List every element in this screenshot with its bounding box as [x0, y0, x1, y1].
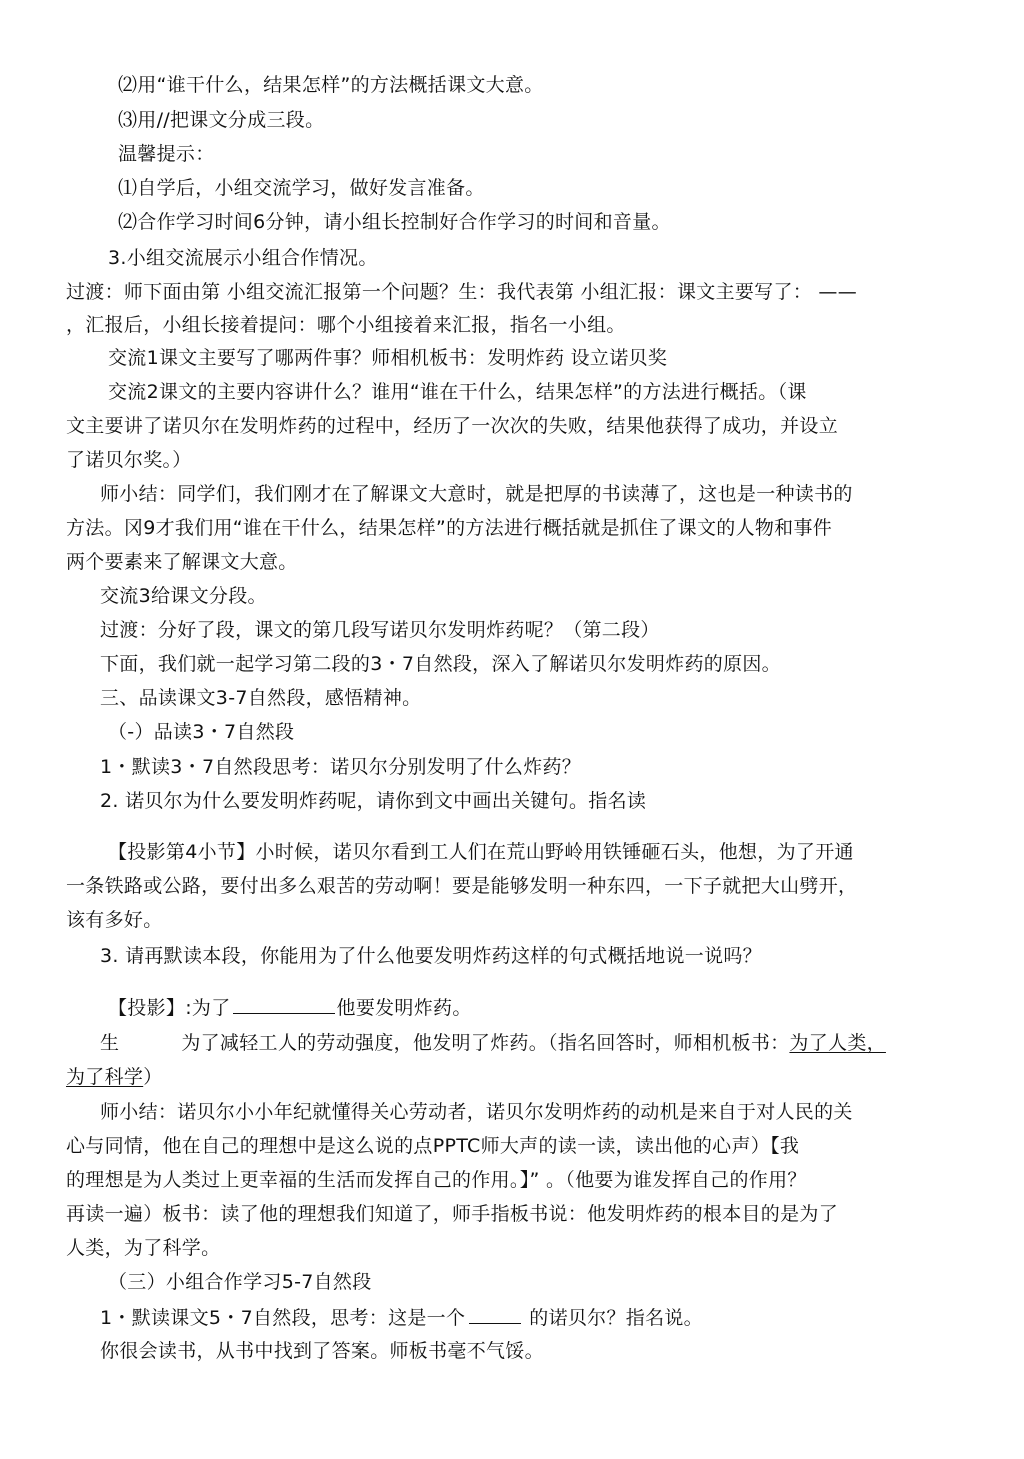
speaker-label: 生	[100, 1032, 120, 1054]
text-line: 交流1课文主要写了哪两件事？师相机板书：发明炸药 设立诺贝奖	[108, 347, 668, 369]
subsection-heading: （-）品读3・7自然段	[108, 721, 295, 743]
text-line: 人类，为了科学。	[66, 1237, 221, 1259]
text-line: 交流2课文的主要内容讲什么？谁用“谁在干什么，结果怎样”的方法进行概括。（课	[108, 381, 807, 403]
question-suffix: 的诺贝尔？指名说。	[529, 1307, 703, 1329]
projection-suffix: 他要发明炸药。	[336, 997, 472, 1019]
text-line: ⑵用“谁干什么，结果怎样”的方法概括课文大意。	[118, 74, 544, 96]
question-prefix: 1・默读课文5・7自然段，思考：这是一个	[100, 1307, 466, 1329]
text-line: 交流3给课文分段。	[100, 585, 267, 607]
fill-in-blank	[233, 995, 335, 1014]
text-line: 【投影第4小节】小时候，诺贝尔看到工人们在荒山野岭用铁锤砸石头，他想，为了开通	[108, 841, 854, 863]
text-line: 该有多好。	[66, 909, 163, 931]
text-line: 一条铁路或公路，要付出多么艰苦的劳动啊！要是能够发明一种东四，一下子就把大山劈开，	[66, 875, 858, 897]
student-line	[100, 1031, 886, 1055]
blackboard-note: 为了科学	[66, 1066, 144, 1088]
text-line: 3.小组交流展示小组合作情况。	[108, 247, 378, 269]
projection-prefix: 【投影】:为了	[108, 997, 231, 1019]
text-line: ，汇报后，小组长接着提问：哪个小组接着来汇报，指名一小组。	[66, 314, 626, 336]
text-line: 师小结：同学们，我们刚才在了解课文大意时，就是把厚的书读薄了，这也是一种读书的	[100, 483, 853, 505]
text-line: 了诺贝尔奖。）	[66, 449, 192, 471]
text-line: ⑴自学后，小组交流学习，做好发言准备。	[118, 177, 485, 199]
text-line: ⑵合作学习时间6分钟，请小组长控制好合作学习的时间和音量。	[118, 211, 671, 233]
text-line: 两个要素来了解课文大意。	[66, 551, 298, 573]
text-line: 再读一遍）板书：读了他的理想我们知道了，师手指板书说：他发明炸药的根本目的是为了	[66, 1203, 839, 1225]
text-line: 心与同情，他在自己的理想中是这么说的点PPTC师大声的读一读，读出他的心声）【我	[66, 1135, 800, 1157]
text-line: 温馨提示：	[118, 143, 215, 165]
text-line	[66, 1065, 163, 1089]
text-line: 过渡：分好了段，课文的第几段写诺贝尔发明炸药呢？（第二段）	[100, 619, 660, 641]
blackboard-note: 为了人类，	[789, 1032, 886, 1054]
question-line	[100, 1305, 703, 1330]
text-line: 过渡：师下面由第 小组交流汇报第一个问题？生：我代表第 小组汇报：课文主要写了： ——	[66, 281, 858, 303]
subsection-heading: （三）小组合作学习5-7自然段	[108, 1271, 372, 1293]
fill-in-blank	[469, 1305, 521, 1324]
text-line: 1・默读3・7自然段思考：诺贝尔分别发明了什么炸药？	[100, 756, 582, 778]
section-heading: 三、品读课文3-7自然段，感悟精神。	[100, 687, 422, 709]
student-answer: 为了减轻工人的劳动强度，他发明了炸药。（指名回答时，师相机板书：	[181, 1032, 790, 1054]
closing-paren: ）	[143, 1066, 163, 1088]
text-line: 2. 诺贝尔为什么要发明炸药呢，请你到文中画出关键句。指名读	[100, 790, 647, 812]
text-line: 的理想是为人类过上更幸福的生活而发挥自己的作用。】” 。（他要为谁发挥自己的作用？	[66, 1169, 807, 1191]
text-line: 3. 请再默读本段，你能用为了什么他要发明炸药这样的句式概括地说一说吗？	[100, 945, 762, 967]
text-line: 方法。冈9才我们用“谁在干什么，结果怎样”的方法进行概括就是抓住了课文的人物和事件	[66, 517, 833, 539]
projection-line	[108, 995, 472, 1020]
text-line: ⑶用//把课文分成三段。	[118, 109, 325, 131]
text-line: 师小结：诺贝尔小小年纪就懂得关心劳动者，诺贝尔发明炸药的动机是来自于对人民的关	[100, 1101, 853, 1123]
text-line: 文主要讲了诺贝尔在发明炸药的过程中，经历了一次次的失败，结果他获得了成功，并设立	[66, 415, 839, 437]
text-line: 你很会读书，从书中找到了答案。师板书毫不气馁。	[100, 1340, 544, 1362]
text-line: 下面，我们就一起学习第二段的3・7自然段，深入了解诺贝尔发明炸药的原因。	[100, 653, 781, 675]
